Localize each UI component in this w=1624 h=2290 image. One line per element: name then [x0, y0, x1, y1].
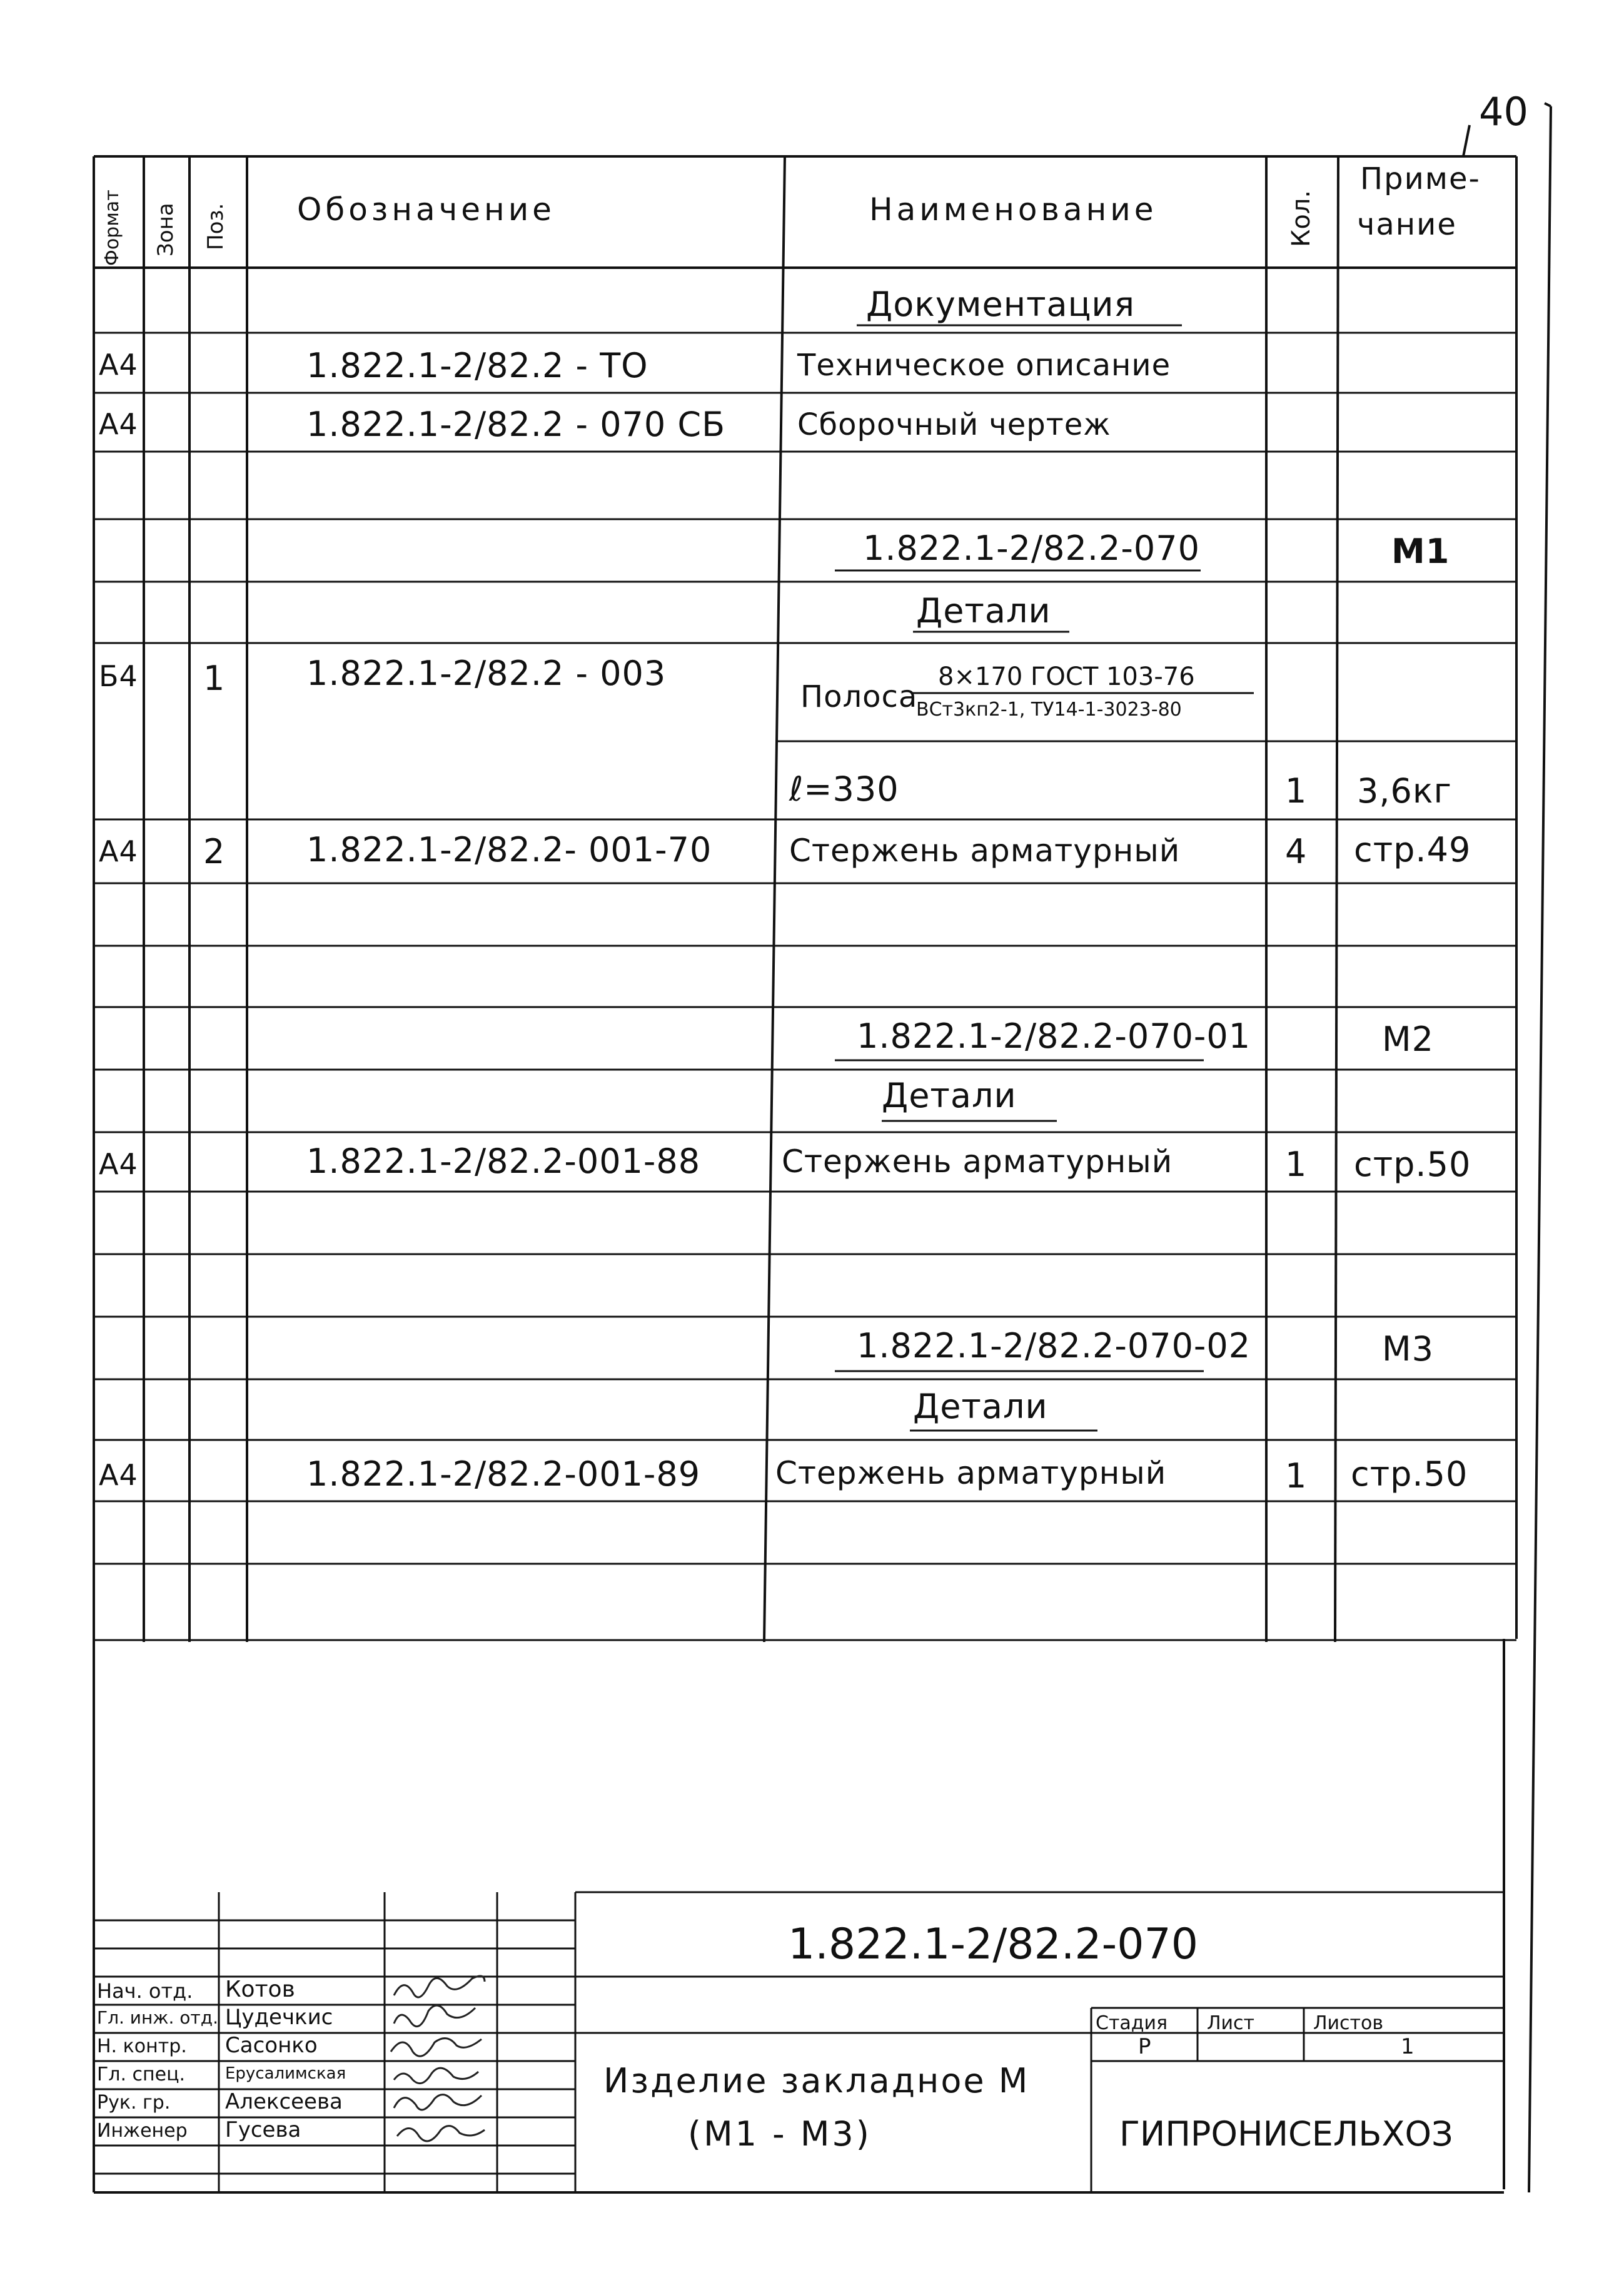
sheets-label: Листов — [1313, 2012, 1384, 2034]
header-format: Формат — [101, 190, 123, 266]
row-qty: 1 — [1285, 771, 1308, 811]
stage-label: Стадия — [1096, 2012, 1168, 2034]
organization-name: ГИПРОНИСЕЛЬХОЗ — [1119, 2114, 1453, 2154]
role-label: Инженер — [97, 2120, 188, 2142]
variant-code-m2: 1.822.1-2/82.2-070-01 — [857, 1016, 1251, 1056]
row-name-prefix: Полоса — [800, 679, 918, 714]
sheets-value: 1 — [1401, 2034, 1415, 2059]
row-name: Стержень арматурный — [775, 1455, 1167, 1491]
row-format: А4 — [99, 1147, 138, 1181]
row-format: Б4 — [99, 659, 138, 693]
signature-4 — [394, 2068, 478, 2084]
row-name: Сборочный чертеж — [797, 407, 1111, 442]
variant-code-m1: 1.822.1-2/82.2-070 — [863, 529, 1200, 568]
page-number: 40 — [1479, 89, 1528, 134]
row-name: ℓ=330 — [789, 769, 899, 809]
signature-5 — [394, 2095, 482, 2110]
title-block-code: 1.822.1-2/82.2-070 — [788, 1920, 1198, 1969]
header-note-line1: Приме- — [1360, 161, 1481, 196]
variant-mark-m2: М2 — [1382, 1020, 1434, 1059]
variant-mark-m1: М1 — [1391, 532, 1450, 571]
row-qty: 1 — [1285, 1145, 1308, 1184]
fraction-bottom: ВСт3кп2-1, ТУ14-1-3023-80 — [916, 699, 1182, 721]
header-name: Наименование — [869, 191, 1157, 228]
row-designation: 1.822.1-2/82.2- 001-70 — [306, 830, 712, 869]
section-heading-details: Детали — [916, 591, 1051, 631]
role-label: Гл. инж. отд. — [97, 2007, 219, 2028]
row-note: стр.49 — [1354, 830, 1471, 869]
role-person: Сасонко — [225, 2033, 318, 2058]
header-zone: Зона — [153, 203, 178, 256]
row-note: 3,6кг — [1357, 771, 1452, 811]
row-designation: 1.822.1-2/82.2 - ТО — [306, 346, 648, 385]
row-pos: 1 — [203, 659, 226, 698]
row-designation: 1.822.1-2/82.2 - 003 — [306, 654, 667, 693]
role-label: Н. контр. — [97, 2035, 187, 2057]
role-person: Цудечкис — [225, 2005, 333, 2030]
row-qty: 1 — [1285, 1456, 1308, 1496]
header-note-line2: чание — [1357, 207, 1457, 242]
variant-code-m3: 1.822.1-2/82.2-070-02 — [857, 1326, 1251, 1365]
row-qty: 4 — [1285, 832, 1308, 871]
stage-value: Р — [1138, 2034, 1151, 2059]
role-label: Рук. гр. — [97, 2092, 171, 2114]
row-format: А4 — [99, 834, 138, 868]
signature-3 — [391, 2039, 482, 2057]
row-name: Стержень арматурный — [789, 833, 1181, 869]
row-format: А4 — [99, 1458, 138, 1492]
role-person: Алексеева — [225, 2089, 343, 2114]
header-designation: Обозначение — [297, 191, 555, 228]
role-person: Ерусалимская — [225, 2064, 346, 2083]
row-note: стр.50 — [1354, 1145, 1471, 1184]
row-designation: 1.822.1-2/82.2-001-89 — [306, 1454, 701, 1494]
row-name: Стержень арматурный — [782, 1143, 1173, 1180]
header-qty: Кол. — [1287, 190, 1316, 247]
role-person: Гусева — [225, 2117, 301, 2142]
signature-2 — [394, 2005, 475, 2027]
signature-6 — [397, 2126, 485, 2141]
row-designation: 1.822.1-2/82.2 - 070 СБ — [306, 405, 726, 444]
signature-1 — [394, 1976, 485, 1997]
section-heading-documentation: Документация — [866, 285, 1135, 324]
section-heading-details: Детали — [913, 1387, 1048, 1426]
role-label: Гл. спец. — [97, 2064, 186, 2085]
role-label: Нач. отд. — [97, 1979, 193, 2003]
row-format: А4 — [99, 407, 138, 441]
title-block-title-line2: (М1 - М3) — [688, 2114, 872, 2154]
row-name: Техническое описание — [797, 348, 1171, 383]
sheet-label: Лист — [1207, 2012, 1255, 2034]
section-heading-details: Детали — [882, 1076, 1017, 1115]
row-note: стр.50 — [1351, 1454, 1468, 1494]
row-designation: 1.822.1-2/82.2-001-88 — [306, 1142, 701, 1181]
role-person: Котов — [225, 1977, 295, 2002]
header-pos: Поз. — [203, 203, 228, 250]
row-format: А4 — [99, 348, 138, 382]
fraction-top: 8×170 ГОСТ 103-76 — [938, 662, 1195, 691]
variant-mark-m3: М3 — [1382, 1329, 1434, 1369]
title-block-title-line1: Изделие закладное М — [603, 2061, 1030, 2100]
row-pos: 2 — [203, 832, 226, 871]
